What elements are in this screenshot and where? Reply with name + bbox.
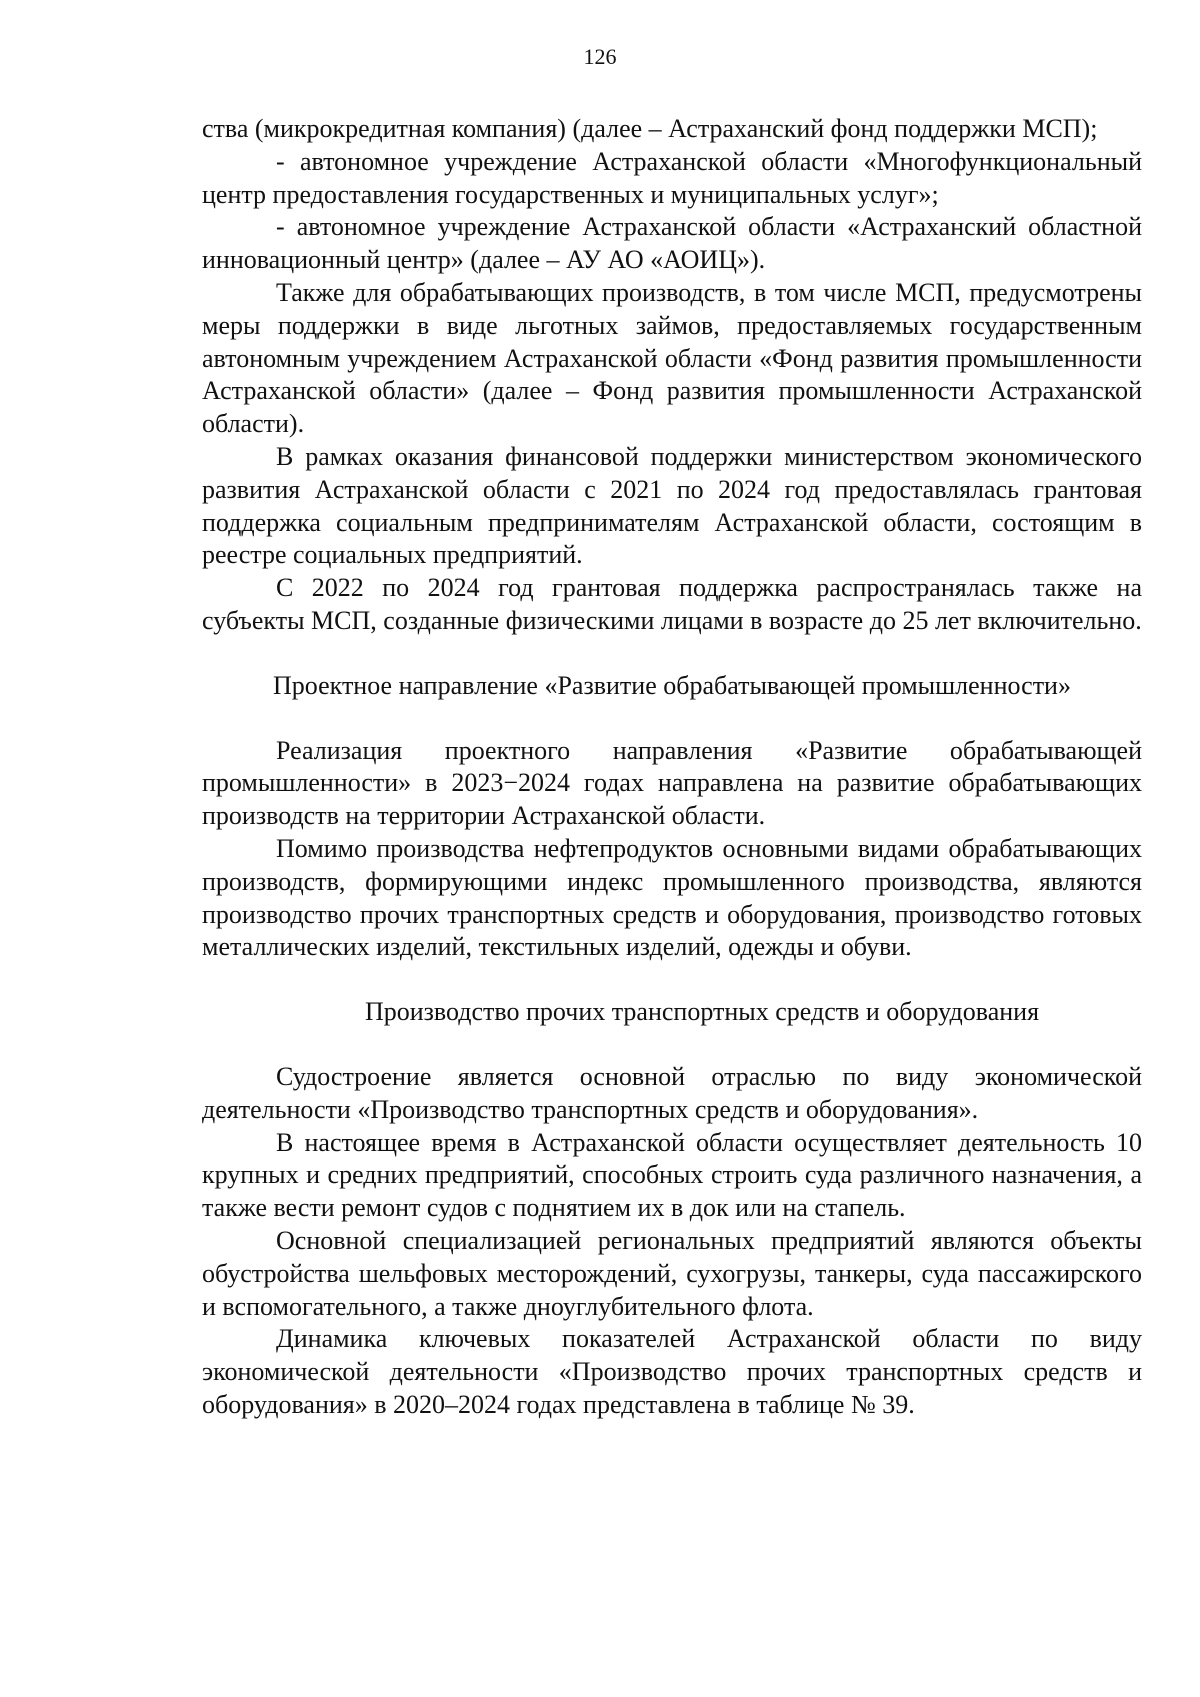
paragraph-continuation: ства (микрокредитная компания) (далее – Астраханский фонд поддержки МСП); [202,114,1098,143]
paragraph: - автономное учреждение Астраханской области «Многофункциональный центр предоставления государственных и муниципальных услуг»; [202,146,1142,209]
paragraph: Помимо производства нефтепродуктов основными видами обрабатывающих производств, формирующими индекс промышленного производства, являются производство прочих транспортных средств и оборудования, производство готовых металлических изделий, текстильных изделий, одежды и обуви. [202,833,1142,962]
paragraph: Основной специализацией региональных предприятий являются объекты обустройства шельфовых месторождений, сухогрузы, танкеры, суда пассажирского и вспомогательного, а также дноуглубительного флота. [202,1225,1142,1321]
paragraph: Также для обрабатывающих производств, в том числе МСП, предусмотрены меры поддержки в виде льготных займов, предоставляемых государственным автономным учреждением Астраханской области «Фонд развития промышленности Астраханской области» (далее – Фонд развития промышленности Астраханской области). [202,277,1142,439]
paragraph: Реализация проектного направления «Развитие обрабатывающей промышленности» в 2023−2024 годах направлена на развитие обрабатывающих производств на территории Астраханской области. [202,735,1142,831]
paragraph: В рамках оказания финансовой поддержки министерством экономического развития Астраханской области с 2021 по 2024 год предоставлялась грантовая поддержка социальным предпринимателям Астраханской области, состоящим в реестре социальных предприятий. [202,441,1142,570]
document-body [202,113,1142,1422]
section-heading: Проектное направление «Развитие обрабатывающей промышленности» [273,670,1071,700]
paragraph: С 2022 по 2024 год грантовая поддержка распространялась также на субъекты МСП, созданные физическими лицами в возрасте до 25 лет включительно. [202,573,1142,635]
subsection-heading: Производство прочих транспортных средств и оборудования [364,997,1040,1027]
page-number: 126 [583,44,617,69]
paragraph: Динамика ключевых показателей Астраханской области по виду экономической деятельности «Производство прочих транспортных средств и оборудования» в 2020–2024 годах представлена в таблице № 39. [202,1324,1142,1419]
paragraph: - автономное учреждение Астраханской области «Астраханский областной инновационный центр» (далее – АУ АО «АОИЦ»). [202,212,1142,275]
paragraph: Судостроение является основной отраслью по виду экономической деятельности «Производство транспортных средств и оборудования». [202,1061,1142,1124]
paragraph: В настоящее время в Астраханской области осуществляет деятельность 10 крупных и средних предприятий, способных строить суда различного назначения, а также вести ремонт судов с поднятием их в док или на стапель. [202,1127,1142,1223]
